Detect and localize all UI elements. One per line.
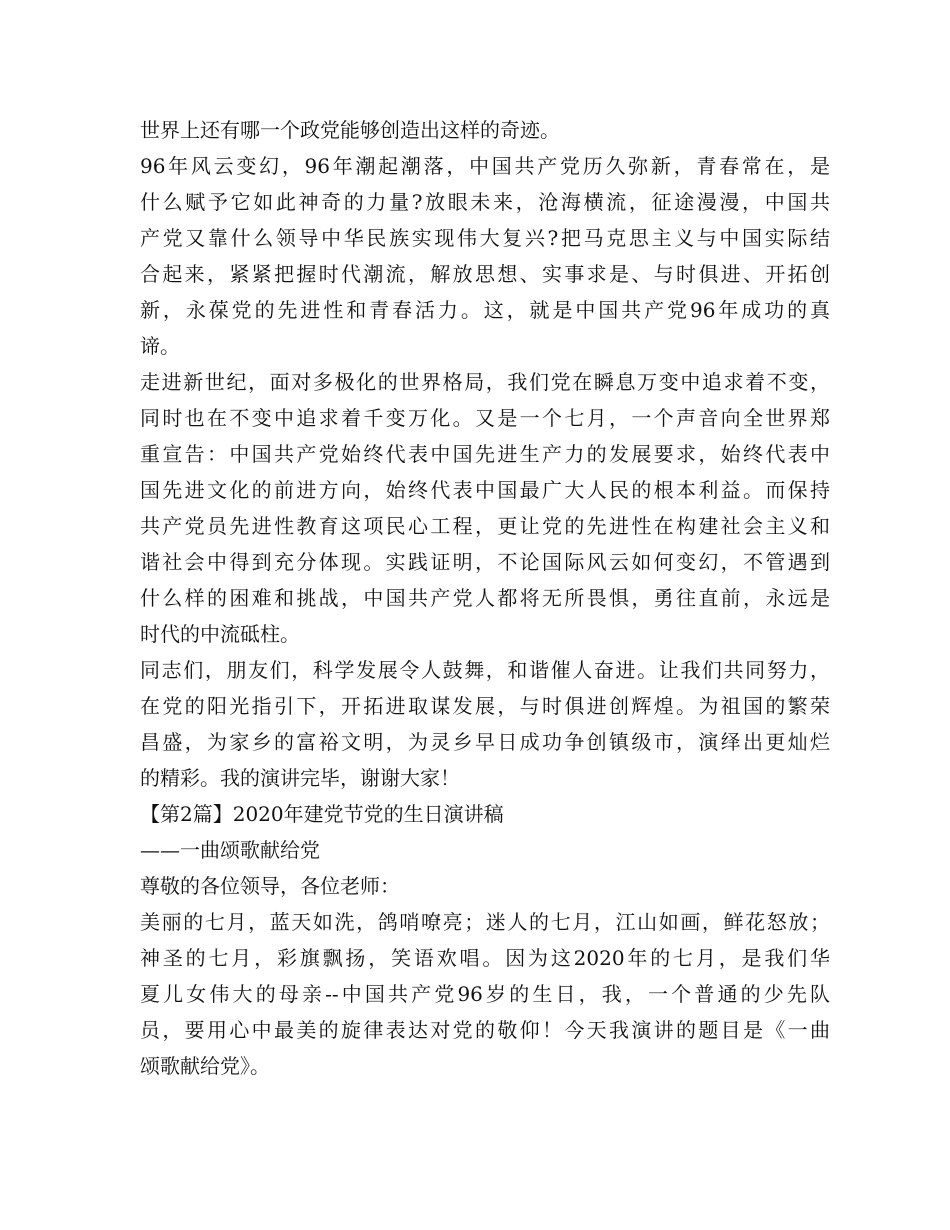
text-line: 产党又靠什么领导中华民族实现伟大复兴?把马克思主义与中国实际结 bbox=[140, 226, 830, 250]
text-line: 神圣的七月，彩旗飘扬，笑语欢唱。因为这2020年的七月，是我们华 bbox=[140, 946, 830, 970]
text-line: 在党的阳光指引下，开拓进取谋发展，与时俱进创辉煌。为祖国的繁荣 bbox=[140, 694, 830, 718]
text-line: 夏儿女伟大的母亲--中国共产党96岁的生日，我，一个普通的少先队 bbox=[140, 982, 830, 1006]
text-line: 96年风云变幻，96年潮起潮落，中国共产党历久弥新，青春常在，是 bbox=[140, 154, 830, 178]
text-line: 美丽的七月，蓝天如洗，鸽哨嘹亮；迷人的七月，江山如画，鲜花怒放； bbox=[140, 910, 830, 934]
text-line: 谐社会中得到充分体现。实践证明，不论国际风云如何变幻，不管遇到 bbox=[140, 550, 830, 574]
text-line: 谛。 bbox=[140, 334, 180, 358]
text-line: 世界上还有哪一个政党能够创造出这样的奇迹。 bbox=[140, 118, 560, 142]
text-line: 昌盛，为家乡的富裕文明，为灵乡早日成功争创镇级市，演绎出更灿烂 bbox=[140, 730, 830, 754]
text-line: 什么赋予它如此神奇的力量?放眼未来，沧海横流，征途漫漫，中国共 bbox=[140, 190, 830, 214]
text-line: 走进新世纪，面对多极化的世界格局，我们党在瞬息万变中追求着不变， bbox=[140, 370, 830, 394]
text-line: 同时也在不变中追求着千变万化。又是一个七月，一个声音向全世界郑 bbox=[140, 406, 830, 430]
text-line: 员，要用心中最美的旋律表达对党的敬仰！今天我演讲的题目是《一曲 bbox=[140, 1018, 830, 1042]
text-line: 同志们，朋友们，科学发展令人鼓舞，和谐催人奋进。让我们共同努力， bbox=[140, 658, 830, 682]
text-line: 的精彩。我的演讲完毕，谢谢大家！ bbox=[140, 766, 460, 790]
text-line: 时代的中流砥柱。 bbox=[140, 622, 300, 646]
text-line: 共产党员先进性教育这项民心工程，更让党的先进性在构建社会主义和 bbox=[140, 514, 830, 538]
document-body bbox=[140, 112, 830, 1084]
text-line: 【第2篇】2020年建党节党的生日演讲稿 bbox=[140, 802, 504, 826]
text-line: 尊敬的各位领导，各位老师： bbox=[140, 874, 400, 898]
text-line: 新，永葆党的先进性和青春活力。这，就是中国共产党96年成功的真 bbox=[140, 298, 830, 322]
text-line: 重宣告：中国共产党始终代表中国先进生产力的发展要求，始终代表中 bbox=[140, 442, 830, 466]
text-line: 合起来，紧紧把握时代潮流，解放思想、实事求是、与时俱进、开拓创 bbox=[140, 262, 830, 286]
text-line: 什么样的困难和挑战，中国共产党人都将无所畏惧，勇往直前，永远是 bbox=[140, 586, 830, 610]
text-line: ——一曲颂歌献给党 bbox=[140, 838, 320, 862]
text-line: 颂歌献给党》。 bbox=[140, 1054, 270, 1078]
text-line: 国先进文化的前进方向，始终代表中国最广大人民的根本利益。而保持 bbox=[140, 478, 830, 502]
